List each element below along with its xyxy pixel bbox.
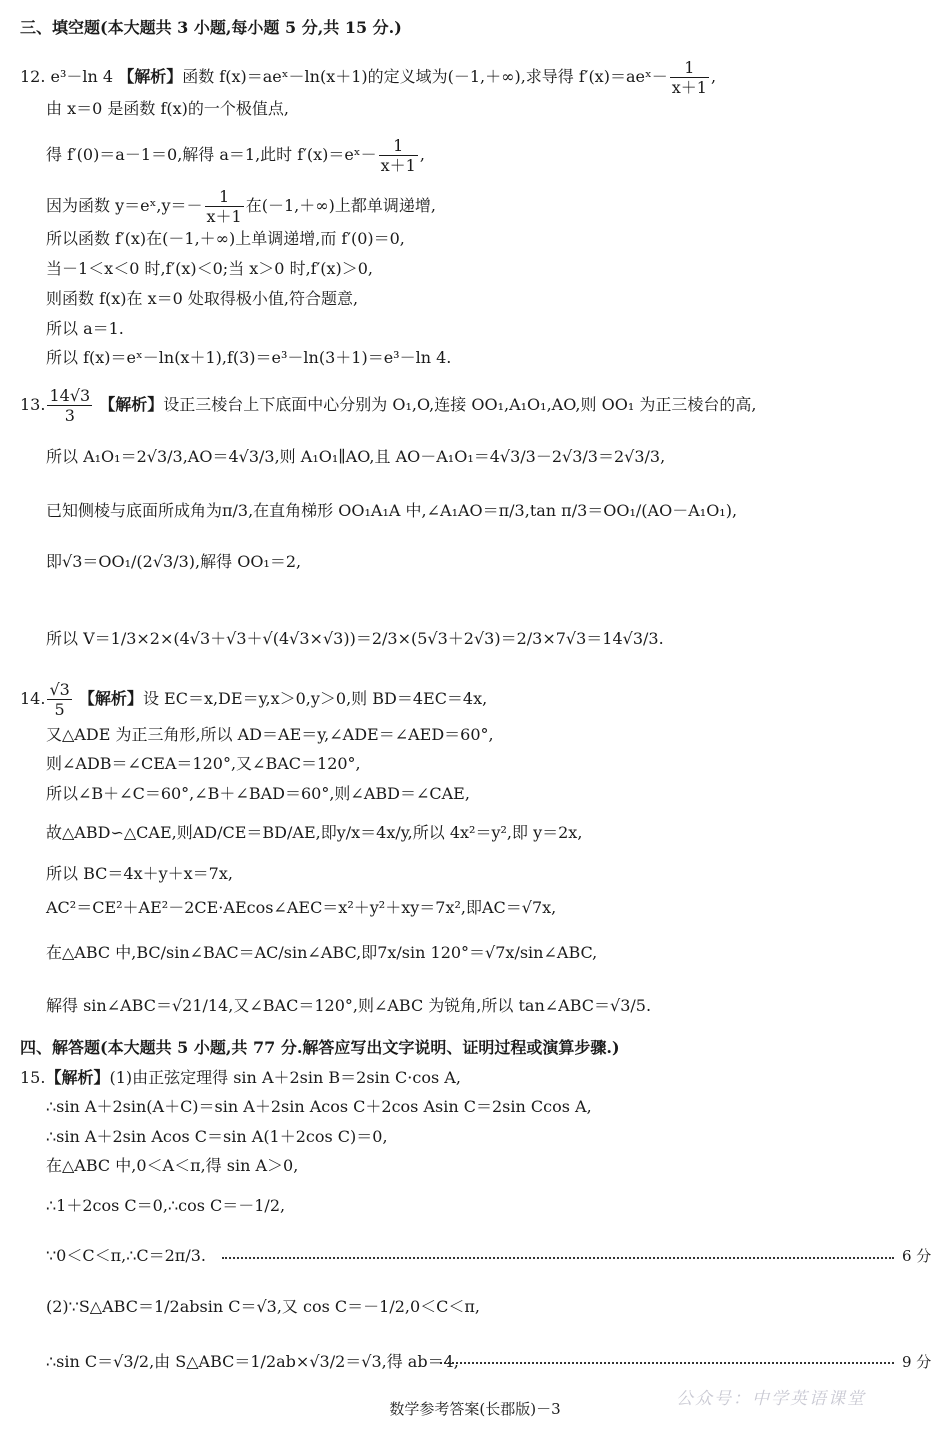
q13-tag: 【解析】 <box>99 395 164 414</box>
q13-line3: 已知侧棱与底面所成角为π/3,在直角梯形 OO₁A₁A 中,∠A₁AO＝π/3,tan π/3＝OO₁/(AO－A₁O₁), <box>46 501 738 520</box>
q14-line8: 在△ABC 中,BC/sin∠BAC＝AC/sin∠ABC,即7x/sin 120°＝√7x/sin∠ABC, <box>46 943 598 962</box>
leader-dots <box>222 1257 894 1259</box>
q12-line9: 所以 f(x)＝eˣ－ln(x＋1),f(3)＝e³－ln(3＋1)＝e³－ln 4. <box>46 348 452 367</box>
q12-line3: 得 f′(0)＝a－1＝0,解得 a＝1,此时 f′(x)＝eˣ－ $\frac{1}{x+1}$ , <box>46 136 425 175</box>
q12-line5: 所以函数 f′(x)在(－1,＋∞)上单调递增,而 f′(0)＝0, <box>46 229 405 248</box>
q15-line5: ∴1＋2cos C＝0,∴cos C＝－1/2, <box>46 1196 286 1215</box>
q12-line4: 因为函数 y＝eˣ,y＝－ $\frac{1}{x+1}$ 在(－1,＋∞)上都单调递增, <box>46 187 436 226</box>
q15-line6: ∵0＜C＜π,∴C＝2π/3. <box>46 1246 206 1265</box>
q12-line1: 12. e³－ln 4 【解析】函数 f(x)＝aeˣ－ln(x＋1)的定义域为(－1,＋∞),求导得 f′(x)＝aeˣ－ $\frac{1}{x+1}$ , <box>20 58 717 97</box>
q12-line8: 所以 a＝1. <box>46 319 124 338</box>
q15-line7: (2)∵S△ABC＝1/2absin C＝√3,又 cos C＝－1/2,0＜C＜π, <box>46 1297 480 1316</box>
section3-header: 三、填空题(本大题共 3 小题,每小题 5 分,共 15 分.) <box>20 18 402 37</box>
q12-answer: 12. e³－ln 4 <box>20 67 114 86</box>
q12-line7: 则函数 f(x)在 x＝0 处取得极小值,符合题意, <box>46 289 359 308</box>
q14-line4: 所以∠B＋∠C＝60°,∠B＋∠BAD＝60°,则∠ABD＝∠CAE, <box>46 784 470 803</box>
q13-line4: 即√3＝OO₁/(2√3/3),解得 OO₁＝2, <box>46 552 302 571</box>
q12-line2: 由 x＝0 是函数 f(x)的一个极值点, <box>46 99 289 118</box>
q14-line1: 14. $\frac{√3}{5}$ 【解析】设 EC＝x,DE＝y,x＞0,y＞0,则 BD＝4EC＝4x, <box>20 680 488 719</box>
q14-tag: 【解析】 <box>78 689 143 708</box>
q13-answer: $\frac{14√3}{3}$ <box>49 386 91 425</box>
q14-line7: AC²＝CE²＋AE²－2CE·AEcos∠AEC＝x²＋y²＋xy＝7x²,即AC＝√7x, <box>46 898 557 917</box>
score-label: 6 分 <box>902 1247 932 1265</box>
q14-line6: 所以 BC＝4x＋y＋x＝7x, <box>46 864 233 883</box>
fraction: $\frac{1}{x+1}$ <box>380 136 416 175</box>
q14-line3: 则∠ADB＝∠CEA＝120°,又∠BAC＝120°, <box>46 754 361 773</box>
q14-line9: 解得 sin∠ABC＝√21/14,又∠BAC＝120°,则∠ABC 为锐角,所以 tan∠ABC＝√3/5. <box>46 996 652 1015</box>
section4-header: 四、解答题(本大题共 5 小题,共 77 分.解答应写出文字说明、证明过程或演算步骤.) <box>20 1038 620 1057</box>
leader-dots <box>440 1362 894 1364</box>
page-footer: 数学参考答案(长郡版)－3 <box>389 1400 561 1418</box>
q13-line2: 所以 A₁O₁＝2√3/3,AO＝4√3/3,则 A₁O₁∥AO,且 AO－A₁O₁＝4√3/3－2√3/3＝2√3/3, <box>46 447 666 466</box>
q13-line1: 13. $\frac{14√3}{3}$ 【解析】设正三棱台上下底面中心分别为 O₁,O,连接 OO₁,A₁O₁,AO,则 OO₁ 为正三棱台的高, <box>20 386 757 425</box>
q12-tag: 【解析】 <box>118 67 183 86</box>
q15-line8: ∴sin C＝√3/2,由 S△ABC＝1/2ab×√3/2＝√3,得 ab＝4, <box>46 1352 459 1371</box>
q15-line4: 在△ABC 中,0＜A＜π,得 sin A＞0, <box>46 1156 299 1175</box>
q14-answer: $\frac{√3}{5}$ <box>49 680 70 719</box>
q14-line5: 故△ABD∽△CAE,则AD/CE＝BD/AE,即y/x＝4x/y,所以 4x²＝y²,即 y＝2x, <box>46 823 583 842</box>
q15-line2: ∴sin A＋2sin(A＋C)＝sin A＋2sin Acos C＋2cos Asin C＝2sin Ccos A, <box>46 1097 592 1116</box>
q15-tag: 【解析】 <box>45 1068 110 1087</box>
fraction: $\frac{1}{x+1}$ <box>206 187 242 226</box>
q15-line1: 15.【解析】(1)由正弦定理得 sin A＋2sin B＝2sin C·cos A, <box>20 1068 461 1087</box>
q15-line3: ∴sin A＋2sin Acos C＝sin A(1＋2cos C)＝0, <box>46 1127 388 1146</box>
score-label: 9 分 <box>902 1353 932 1371</box>
watermark: 公众号：中学英语课堂 <box>676 1389 866 1409</box>
q14-line2: 又△ADE 为正三角形,所以 AD＝AE＝y,∠ADE＝∠AED＝60°, <box>46 725 494 744</box>
fraction: $\frac{1}{x+1}$ <box>671 58 707 97</box>
q13-line5: 所以 V＝1/3×2×(4√3＋√3＋√(4√3×√3))＝2/3×(5√3＋2√3)＝2/3×7√3＝14√3/3. <box>46 629 664 648</box>
q12-line6: 当－1＜x＜0 时,f′(x)＜0;当 x＞0 时,f′(x)＞0, <box>46 259 373 278</box>
